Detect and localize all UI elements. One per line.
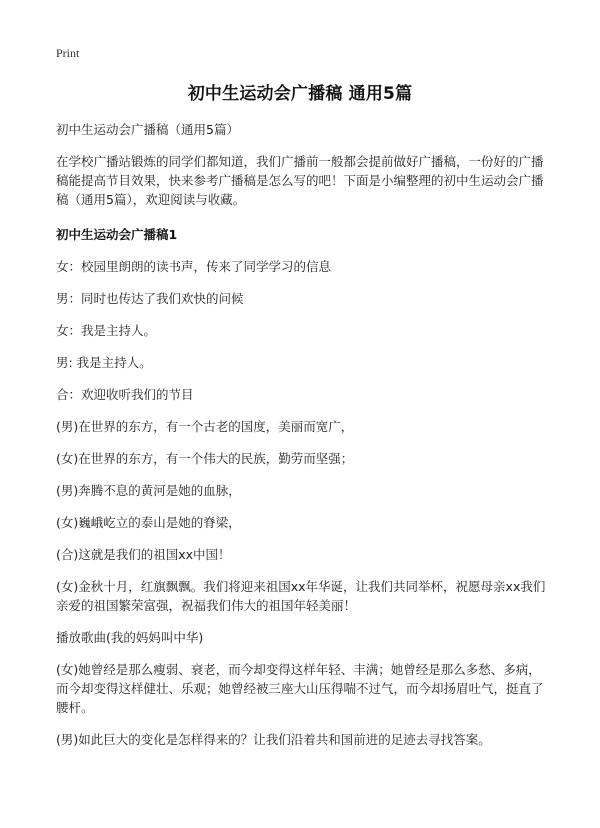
- script-line: 男：同时也传达了我们欢快的问候: [56, 291, 244, 306]
- section-heading: 初中生运动会广播稿1: [56, 227, 178, 242]
- script-line: (男)奔腾不息的黄河是她的血脉，: [56, 483, 241, 498]
- script-line: (男)如此巨大的变化是怎样得来的？让我们沿着共和国前进的足迹去寻找答案。: [56, 732, 491, 747]
- script-line: (女)在世界的东方，有一个伟大的民族，勤劳而坚强；: [56, 451, 354, 466]
- script-line: (女)她曾经是那么瘦弱、衰老，而今却变得这样年轻、丰满；她曾经是那么多愁、多病，而今却变得这样健壮、乐观；她曾经被三座大山压得喘不过气，而今却扬眉吐气，挺直了腰杆。: [56, 662, 544, 715]
- script-line: 播放歌曲(我的妈妈叫中华): [56, 630, 204, 645]
- script-line: (女)金秋十月，红旗飘飘。我们将迎来祖国xx年华诞，让我们共同举杯，祝愿母亲xx我们亲爱的祖国繁荣富强，祝福我们伟大的祖国年轻美丽！: [56, 579, 546, 613]
- script-line: (合)这就是我们的祖国xx中国！: [56, 547, 231, 562]
- script-line: 男: 我是主持人。: [56, 355, 152, 370]
- intro-paragraph: 在学校广播站锻炼的同学们都知道，我们广播前一般都会提前做好广播稿，一份好的广播稿能提高节目效果，快来参考广播稿是怎么写的吧！下面是小编整理的初中生运动会广播稿（通用5篇），欢迎阅读与收藏。: [56, 154, 544, 207]
- print-link[interactable]: Print: [56, 46, 80, 60]
- script-line: 女：校园里朗朗的读书声，传来了同学学习的信息: [56, 259, 332, 274]
- script-line: 女：我是主持人。: [56, 323, 157, 338]
- document-subtitle: 初中生运动会广播稿（通用5篇）: [56, 122, 239, 137]
- document-body: [56, 120, 550, 762]
- script-line: (男)在世界的东方，有一个古老的国度，美丽而宽广，: [56, 419, 354, 434]
- page-title: 初中生运动会广播稿 通用5篇: [187, 84, 413, 104]
- script-line: (女)巍峨屹立的泰山是她的脊梁，: [56, 515, 241, 530]
- script-line: 合：欢迎收听我们的节目: [56, 387, 194, 402]
